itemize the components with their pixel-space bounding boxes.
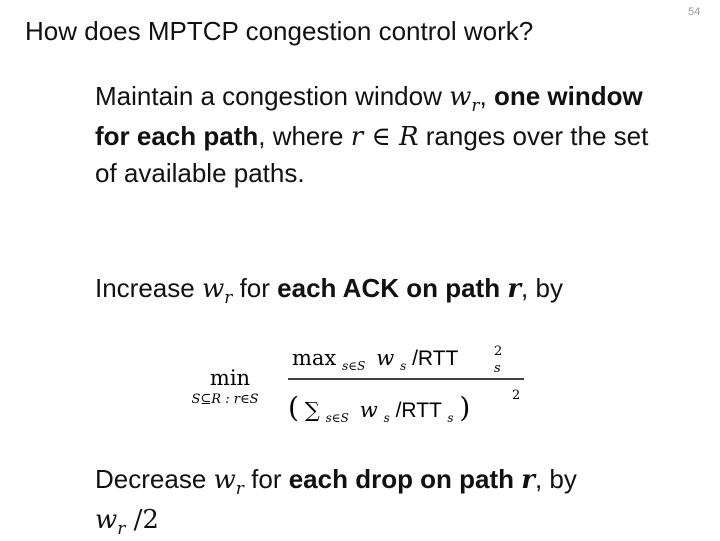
formula-numerator — [292, 346, 459, 375]
den-w: w — [359, 398, 378, 422]
den-w-sub: s — [383, 411, 390, 425]
p1-elem: ∈ — [363, 122, 399, 152]
num-w-sub: s — [400, 359, 407, 373]
p3-text-2: for — [243, 464, 289, 494]
p3-bold: each drop on path — [288, 464, 522, 494]
p2-w-sub: r — [224, 288, 233, 308]
p1-w: w — [449, 82, 472, 112]
p3-w2-sub: r — [117, 519, 126, 539]
paragraph-window-per-path — [95, 78, 655, 191]
paragraph-increase — [95, 270, 655, 310]
slide-title: How does MPTCP congestion control work? — [25, 16, 534, 46]
den-close: ) — [459, 391, 471, 424]
p2-bold: each ACK on path — [277, 273, 508, 303]
p3-div: /2 — [125, 505, 159, 535]
p2-r-bold: r — [507, 274, 522, 304]
num-w: w — [376, 346, 395, 370]
p1-text-3: ranges over the set of available paths. — [95, 121, 649, 188]
num-rtt-sub: s — [494, 361, 501, 376]
p2-text-3: , by — [521, 273, 563, 303]
p1-r: r — [350, 122, 364, 152]
p3-w2: w — [95, 505, 118, 535]
p3-text-1: Decrease — [95, 464, 214, 494]
num-max: max — [292, 346, 337, 370]
p1-w-sub: r — [471, 96, 480, 116]
den-rtt: /RTT — [395, 399, 442, 422]
p1-bold: one window for each path — [95, 81, 643, 151]
increase-formula — [168, 337, 538, 437]
p1-comma: , — [479, 81, 494, 111]
formula-denominator — [288, 391, 470, 427]
p3-w-sub: r — [235, 479, 244, 499]
num-rtt: /RTT — [412, 347, 459, 370]
den-sum-sub: s∈S — [325, 411, 349, 425]
p2-text-2: for — [232, 273, 278, 303]
den-rtt-sub: s — [447, 411, 454, 425]
den-open: ( — [288, 391, 299, 424]
den-sum: ∑ — [304, 398, 320, 422]
p1-text-2: , where — [258, 121, 351, 151]
p3-w: w — [213, 465, 236, 495]
p1-text-1: Maintain a congestion window — [95, 81, 450, 111]
formula-min-sub: S⊆R : r∈S — [191, 392, 259, 407]
paragraph-decrease — [95, 461, 655, 541]
den-sup: 2 — [512, 388, 521, 403]
num-rtt-sup: 2 — [494, 344, 503, 359]
num-max-sub: s∈S — [342, 359, 366, 373]
p3-text-3: , by — [534, 464, 577, 494]
p1-R: R — [398, 122, 419, 152]
p3-r-bold: r — [521, 465, 535, 495]
p2-w: w — [201, 274, 225, 304]
p2-text-1: Increase — [95, 273, 202, 303]
page-number: 54 — [688, 6, 701, 18]
formula-min: min — [209, 366, 251, 390]
